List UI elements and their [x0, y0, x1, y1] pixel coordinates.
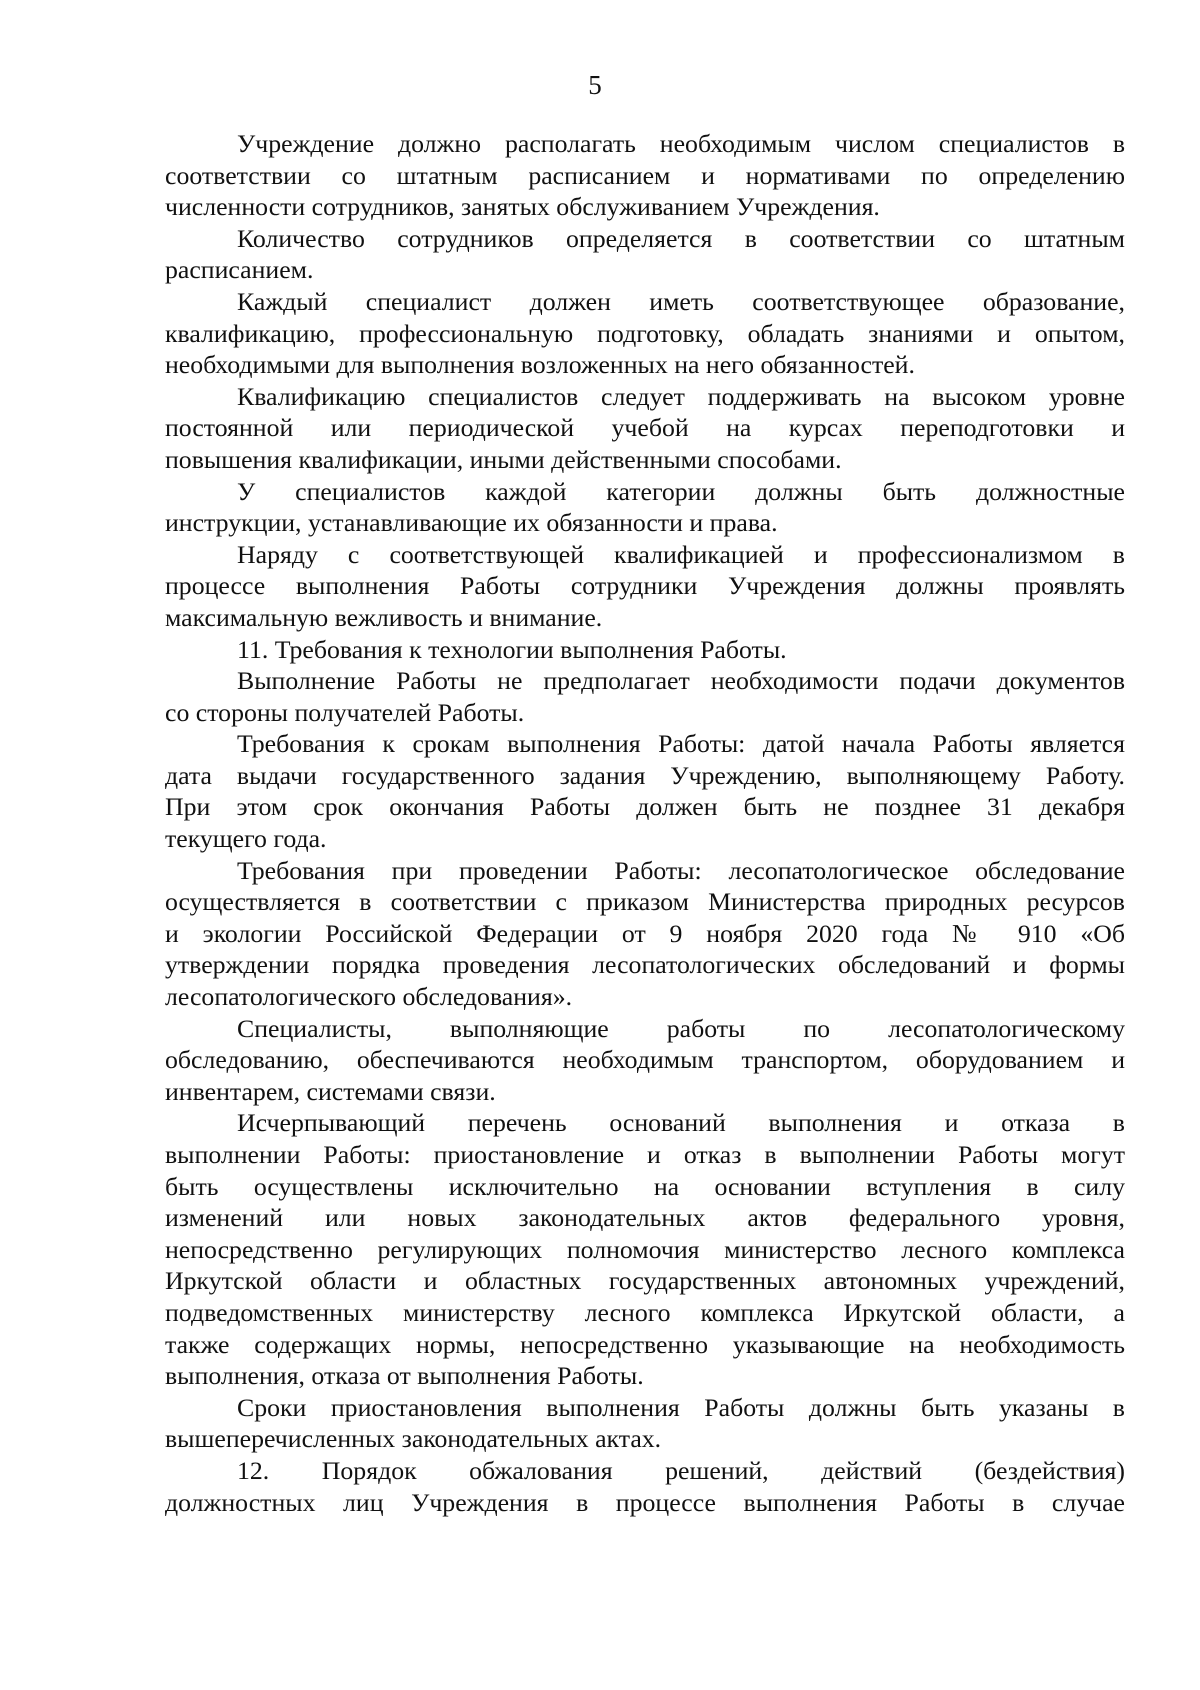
text-line: текущего года. — [165, 824, 327, 854]
text-line: максимальную вежливость и внимание. — [165, 602, 603, 632]
paragraph — [165, 728, 1125, 854]
paragraph — [165, 286, 1125, 381]
text-line: Иркутской области и областных государственных автономных учреждений, — [165, 1266, 1125, 1296]
paragraph — [165, 539, 1125, 634]
paragraph — [165, 1455, 1125, 1518]
text-line: При этом срок окончания Работы должен быть не позднее 31 декабря — [165, 792, 1125, 822]
text-line: Квалификацию специалистов следует поддерживать на высоком уровне — [237, 381, 1125, 411]
paragraph — [165, 1107, 1125, 1391]
paragraph — [165, 634, 1125, 666]
text-line: осуществляется в соответствии с приказом Министерства природных ресурсов — [165, 887, 1125, 917]
text-line: необходимыми для выполнения возложенных на него обязанностей. — [165, 350, 915, 380]
text-line: Наряду с соответствующей квалификацией и профессионализмом в — [237, 539, 1125, 569]
paragraph — [165, 128, 1125, 223]
text-line: непосредственно регулирующих полномочия министерство лесного комплекса — [165, 1234, 1125, 1264]
text-line: 11. Требования к технологии выполнения Работы. — [237, 634, 787, 664]
paragraph — [165, 223, 1125, 286]
paragraph — [165, 665, 1125, 728]
paragraph — [165, 476, 1125, 539]
paragraph — [165, 1392, 1125, 1455]
text-line: Каждый специалист должен иметь соответствующее образование, — [237, 286, 1125, 316]
text-line: дата выдачи государственного задания Учреждению, выполняющему Работу. — [165, 760, 1125, 790]
text-line: повышения квалификации, иными действенными способами. — [165, 444, 842, 474]
text-line: выполнении Работы: приостановление и отказ в выполнении Работы могут — [165, 1140, 1125, 1169]
text-line: Сроки приостановления выполнения Работы должны быть указаны в — [237, 1392, 1125, 1422]
text-line: Исчерпывающий перечень оснований выполнения и отказа в — [237, 1108, 1125, 1138]
text-line: инвентарем, системами связи. — [165, 1076, 496, 1106]
text-line: утверждении порядка проведения лесопатологических обследований и формы — [165, 950, 1125, 980]
text-line: процессе выполнения Работы сотрудники Учреждения должны проявлять — [165, 571, 1125, 601]
document-body — [165, 128, 1125, 1518]
paragraph — [165, 1013, 1125, 1108]
text-line: обследованию, обеспечиваются необходимым транспортом, оборудованием и — [165, 1045, 1125, 1075]
text-line: соответствии со штатным расписанием и нормативами по определению — [165, 160, 1125, 190]
paragraph — [165, 381, 1125, 476]
text-line: изменений или новых законодательных актов федерального уровня, — [165, 1203, 1125, 1233]
text-line: вышеперечисленных законодательных актах. — [165, 1424, 662, 1454]
text-line: должностных лиц Учреждения в процессе выполнения Работы в случае — [165, 1487, 1125, 1517]
text-line: Учреждение должно располагать необходимым числом специалистов в — [237, 129, 1125, 158]
text-line: выполнения, отказа от выполнения Работы. — [165, 1361, 644, 1391]
paragraph — [165, 855, 1125, 1013]
text-line: Требования при проведении Работы: лесопатологическое обследование — [237, 855, 1125, 885]
text-line: Требования к срокам выполнения Работы: датой начала Работы является — [237, 729, 1125, 759]
text-line: инструкции, устанавливающие их обязанности и права. — [165, 508, 778, 538]
text-line: У специалистов каждой категории должны быть должностные — [237, 476, 1125, 506]
text-line: 12. Порядок обжалования решений, действий (бездействия) — [237, 1455, 1125, 1485]
text-line: и экологии Российской Федерации от 9 ноября 2020 года № 910 «Об — [165, 918, 1125, 948]
text-line: Специалисты, выполняющие работы по лесопатологическому — [237, 1013, 1125, 1043]
text-line: подведомственных министерству лесного комплекса Иркутской области, а — [165, 1297, 1125, 1327]
text-line: лесопатологического обследования». — [165, 982, 573, 1012]
text-line: численности сотрудников, занятых обслуживанием Учреждения. — [165, 192, 880, 222]
text-line: со стороны получателей Работы. — [165, 697, 525, 727]
text-line: также содержащих нормы, непосредственно указывающие на необходимость — [165, 1329, 1125, 1359]
text-line: расписанием. — [165, 255, 314, 285]
text-line: Выполнение Работы не предполагает необходимости подачи документов — [237, 666, 1125, 696]
text-line: Количество сотрудников определяется в соответствии со штатным — [237, 223, 1125, 253]
page-number: 5 — [588, 70, 602, 100]
text-line: квалификацию, профессиональную подготовку, обладать знаниями и опытом, — [165, 318, 1125, 348]
text-line: постоянной или периодической учебой на курсах переподготовки и — [165, 413, 1125, 443]
text-line: быть осуществлены исключительно на основании вступления в силу — [165, 1171, 1125, 1201]
